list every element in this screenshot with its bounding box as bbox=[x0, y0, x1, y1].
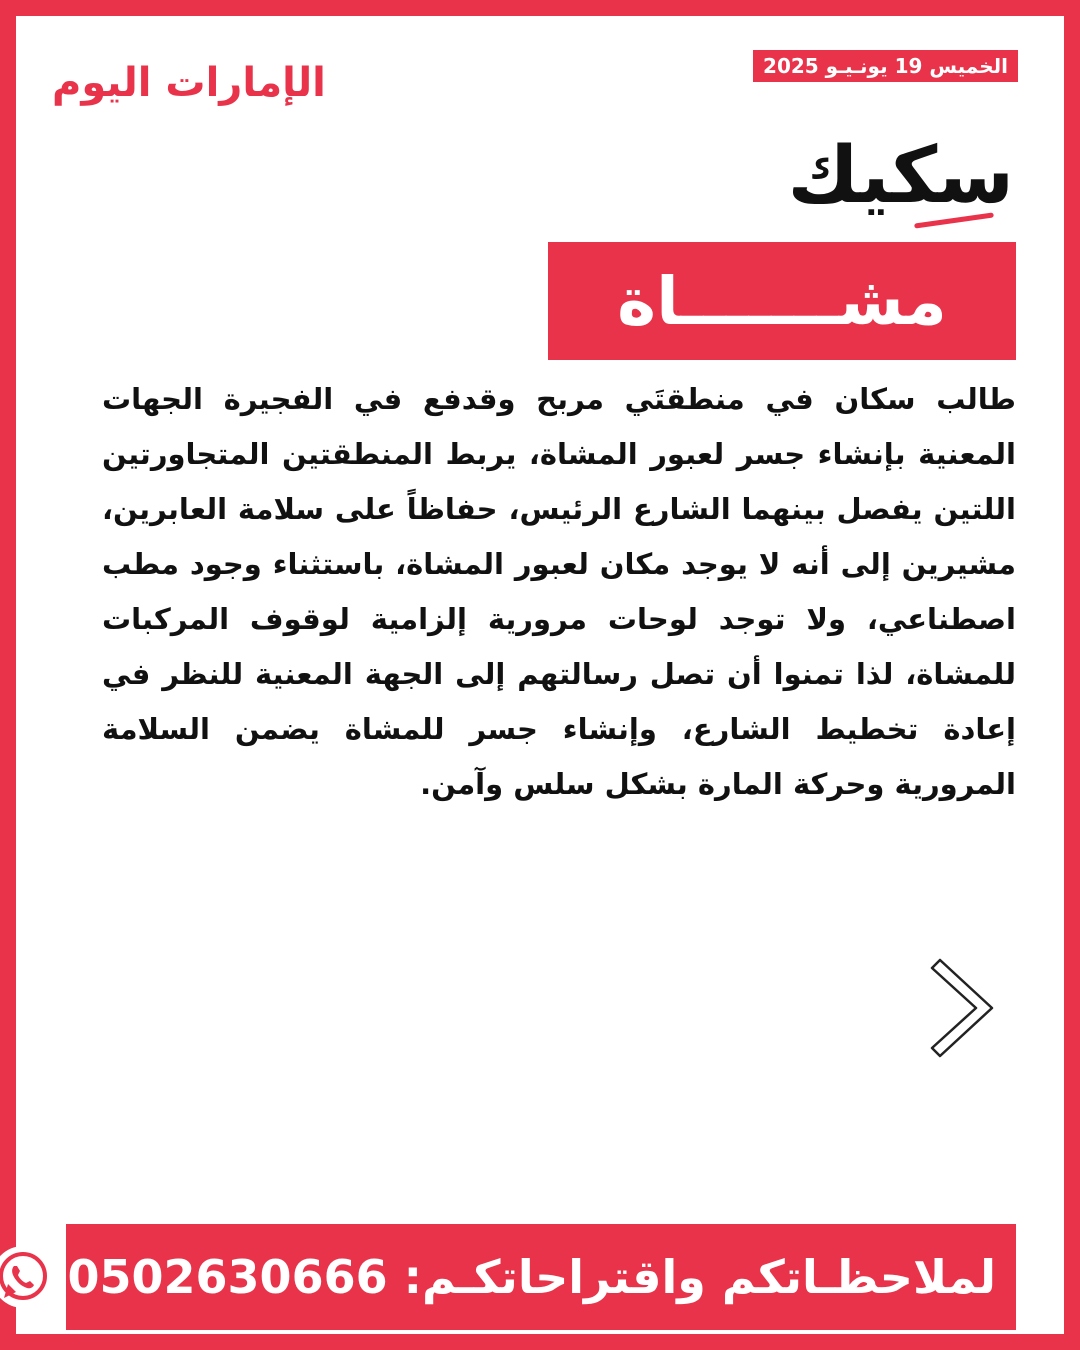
chevron-right-icon[interactable] bbox=[926, 952, 998, 1064]
footer-contact-text: لملاحظـاتكم واقتراحاتكـم: 0502630666 bbox=[67, 1250, 996, 1304]
headline-text: مشـــــــاة bbox=[617, 262, 947, 340]
article-body: طالب سكان في منطقتَي مربح وقدفع في الفجيرة الجهات المعنية بإنشاء جسر لعبور المشاة، يربط المنطقتين المتجاورتين اللتين يفصل بينهما الشارع الرئيس، حفاظاً على سلامة العابرين، مشيرين إلى أنه لا يوجد مكان لعبور المشاة، باستثناء وجود مطب اصطناعي، ولا توجد لوحات مرورية إلزامية لوقوف المركبات للمشاة، لذا تمنوا أن تصل رسالتهم إلى الجهة المعنية للنظر في إعادة تخطيط الشارع، وإنشاء جسر للمشاة يضمن السلامة المرورية وحركة المارة بشكل سلس وآمن. bbox=[102, 382, 1016, 801]
date-badge: الخميس 19 يونـيـو 2025 bbox=[753, 50, 1018, 82]
brand-logo: الإمارات اليوم bbox=[52, 60, 326, 106]
section-title: سكيك bbox=[787, 131, 1014, 221]
whatsapp-icon[interactable] bbox=[0, 1244, 56, 1310]
headline-box bbox=[548, 242, 1016, 360]
footer-bar bbox=[66, 1224, 1016, 1330]
post-card bbox=[16, 16, 1064, 1334]
